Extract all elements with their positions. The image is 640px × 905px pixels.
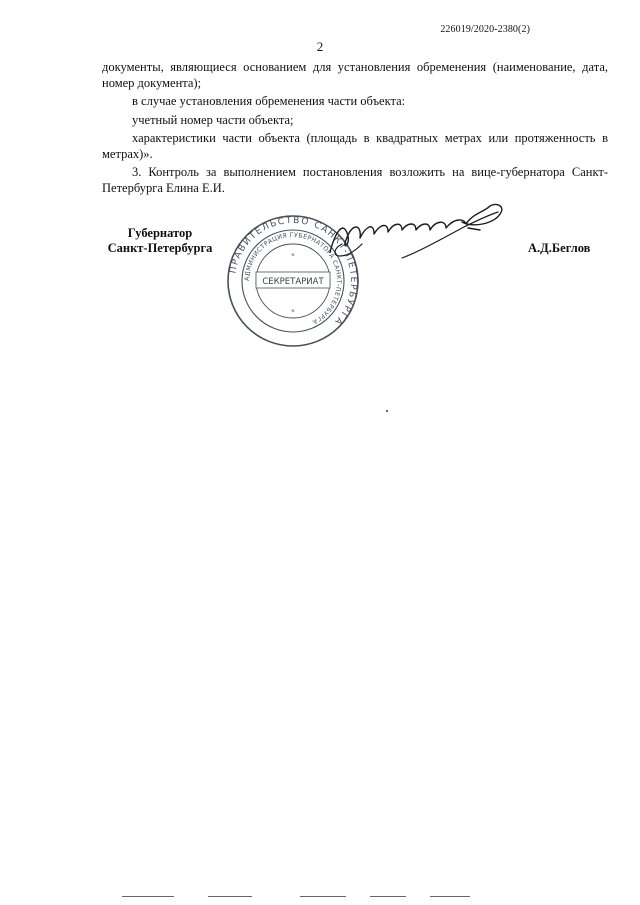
paragraph-part-number: учетный номер части объекта; — [132, 112, 294, 127]
seal-inner-text: АДМИНИСТРАЦИЯ ГУБЕРНАТОРА САНКТ-ПЕТЕРБУРГА — [243, 231, 343, 326]
governor-title-line2: Санкт-Петербурга — [107, 241, 213, 255]
signature-block — [0, 215, 640, 350]
document-id: 226019/2020-2380(2) — [440, 24, 530, 35]
governor-title-line1: Губернатор — [127, 226, 193, 240]
paragraph-documents: документы, являющиеся основанием для установления обременения (наименование, дата, номер документа); — [102, 60, 608, 90]
footer-mark — [208, 896, 252, 897]
document-body — [102, 60, 608, 196]
footer-mark — [300, 896, 346, 897]
handwritten-signature-icon — [322, 200, 522, 270]
seal-center-text: СЕКРЕТАРИАТ — [262, 277, 324, 287]
paragraph-partial-object: в случае установления обременения части объекта: — [132, 94, 406, 108]
seal-star-bottom-icon: * — [291, 308, 295, 316]
governor-name: А.Д.Беглов — [528, 241, 591, 255]
footer-mark — [430, 896, 470, 897]
footer-mark — [122, 896, 174, 897]
footer-mark — [370, 896, 406, 897]
paragraph-control: 3. Контроль за выполнением постановления возложить на вице-губернатора Санкт-Петербурга Елина Е.И. — [102, 165, 608, 195]
seal-star-top-icon: * — [291, 252, 295, 260]
stray-dot — [386, 410, 388, 412]
governor-title — [100, 226, 220, 256]
footer-scan-marks — [0, 895, 640, 899]
seal-outer-text: ПРАВИТЕЛЬСТВО САНКТ-ПЕТЕРБУРГА — [228, 215, 359, 328]
page-number: 2 — [316, 39, 324, 54]
paragraph-part-characteristics: характеристики части объекта (площадь в квадратных метрах или протяженность в метрах)». — [102, 131, 608, 161]
